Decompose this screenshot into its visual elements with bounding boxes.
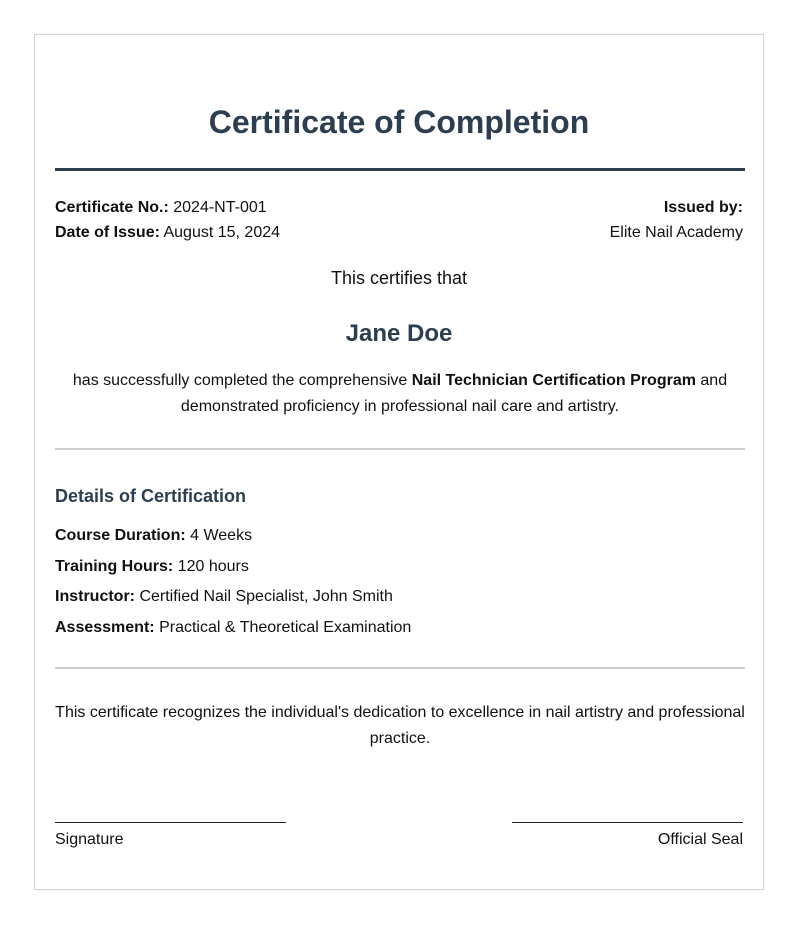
detail-label: Training Hours: — [55, 557, 174, 575]
certificate-number-row — [55, 195, 280, 220]
date-of-issue-row — [55, 220, 280, 245]
completion-prefix: has successfully completed the comprehensive — [72, 372, 408, 389]
official-seal-label: Official Seal — [657, 831, 743, 848]
details-list — [55, 521, 411, 643]
section-divider — [55, 448, 745, 450]
detail-label: Instructor: — [55, 588, 135, 606]
date-of-issue-value: August 15, 2024 — [163, 224, 281, 241]
detail-row-course-duration — [55, 521, 411, 552]
detail-value: Certified Nail Specialist, John Smith — [139, 588, 393, 606]
issued-by-label: Issued by: — [663, 199, 743, 216]
certificate-meta-left — [55, 195, 280, 245]
section-divider — [55, 667, 745, 669]
date-of-issue-label: Date of Issue: — [55, 224, 160, 241]
detail-row-training-hours — [55, 552, 411, 583]
seal-line — [512, 822, 743, 823]
issued-by-value: Elite Nail Academy — [609, 224, 743, 241]
detail-row-assessment — [55, 613, 411, 644]
certificate-number-label: Certificate No.: — [55, 199, 169, 216]
detail-value: 4 Weeks — [190, 527, 253, 544]
detail-row-instructor — [55, 582, 411, 613]
certificate-card — [34, 34, 764, 890]
detail-label: Course Duration: — [55, 527, 186, 544]
signature-line — [55, 822, 286, 823]
certificate-number-value: 2024-NT-001 — [173, 199, 267, 216]
completion-statement — [55, 368, 745, 420]
certificate-meta-right — [610, 195, 743, 245]
details-heading: Details of Certification — [55, 486, 247, 506]
detail-value: Practical & Theoretical Examination — [159, 618, 412, 636]
certifies-text: This certifies that — [330, 268, 468, 288]
detail-label: Assessment: — [55, 618, 155, 636]
detail-value: 120 hours — [177, 557, 249, 575]
completion-suffix: and demonstrated proficiency in professional nail care and artistry. — [180, 372, 728, 415]
signature-label: Signature — [55, 831, 124, 848]
certificate-title: Certificate of Completion — [208, 104, 590, 140]
recipient-name: Jane Doe — [345, 320, 453, 347]
program-name: Nail Technician Certification Program — [411, 372, 696, 389]
title-divider — [55, 168, 745, 171]
recognition-text: This certificate recognizes the individual's dedication to excellence in nail artistry and professional practice. — [55, 704, 745, 747]
